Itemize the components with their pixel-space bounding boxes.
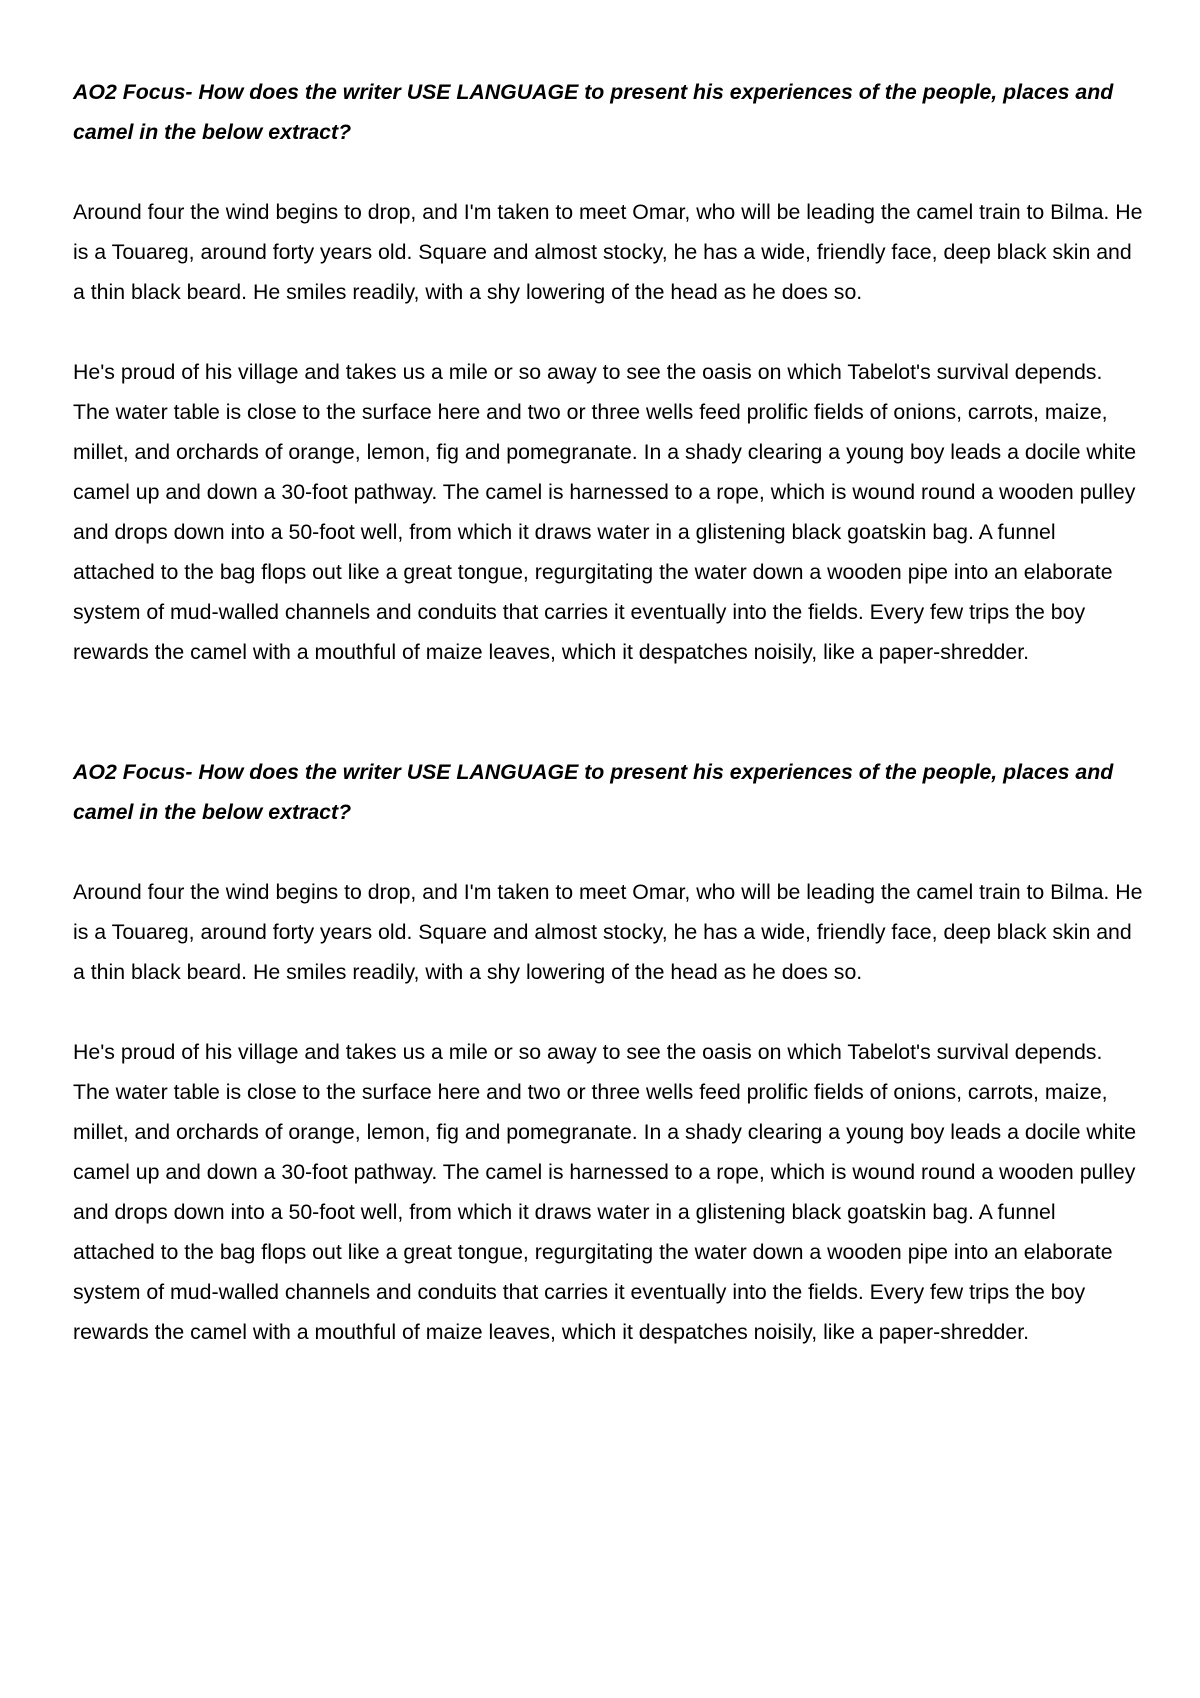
extract-block-2	[73, 752, 1143, 1352]
question-heading: AO2 Focus- How does the writer USE LANGUAGE to present his experiences of the people, places and camel in the below extract?	[73, 760, 1114, 824]
extract-paragraph: He's proud of his village and takes us a mile or so away to see the oasis on which Tabelot's survival depends. The water table is close to the surface here and two or three wells feed prolific fields of onions, carrots, maize, millet, and orchards of orange, lemon, fig and pomegranate. In a shady clearing a young boy leads a docile white camel up and down a 30-foot pathway. The camel is harnessed to a rope, which is wound round a wooden pulley and drops down into a 50-foot well, from which it draws water in a glistening black goatskin bag. A funnel attached to the bag flops out like a great tongue, regurgitating the water down a wooden pipe into an elaborate system of mud-walled channels and conduits that carries it eventually into the fields. Every few trips the boy rewards the camel with a mouthful of maize leaves, which it despatches noisily, like a paper-shredder.	[73, 1040, 1137, 1344]
extract-paragraph: Around four the wind begins to drop, and I'm taken to meet Omar, who will be leading the camel train to Bilma. He is a Touareg, around forty years old. Square and almost stocky, he has a wide, friendly face, deep black skin and a thin black beard. He smiles readily, with a shy lowering of the head as he does so.	[73, 200, 1143, 304]
question-heading: AO2 Focus- How does the writer USE LANGUAGE to present his experiences of the people, places and camel in the below extract?	[73, 80, 1114, 144]
extract-paragraph: Around four the wind begins to drop, and I'm taken to meet Omar, who will be leading the camel train to Bilma. He is a Touareg, around forty years old. Square and almost stocky, he has a wide, friendly face, deep black skin and a thin black beard. He smiles readily, with a shy lowering of the head as he does so.	[73, 880, 1143, 984]
document-page	[73, 72, 1143, 1352]
extract-block-1	[73, 72, 1143, 672]
extract-paragraph: He's proud of his village and takes us a mile or so away to see the oasis on which Tabelot's survival depends. The water table is close to the surface here and two or three wells feed prolific fields of onions, carrots, maize, millet, and orchards of orange, lemon, fig and pomegranate. In a shady clearing a young boy leads a docile white camel up and down a 30-foot pathway. The camel is harnessed to a rope, which is wound round a wooden pulley and drops down into a 50-foot well, from which it draws water in a glistening black goatskin bag. A funnel attached to the bag flops out like a great tongue, regurgitating the water down a wooden pipe into an elaborate system of mud-walled channels and conduits that carries it eventually into the fields. Every few trips the boy rewards the camel with a mouthful of maize leaves, which it despatches noisily, like a paper-shredder.	[73, 360, 1137, 664]
